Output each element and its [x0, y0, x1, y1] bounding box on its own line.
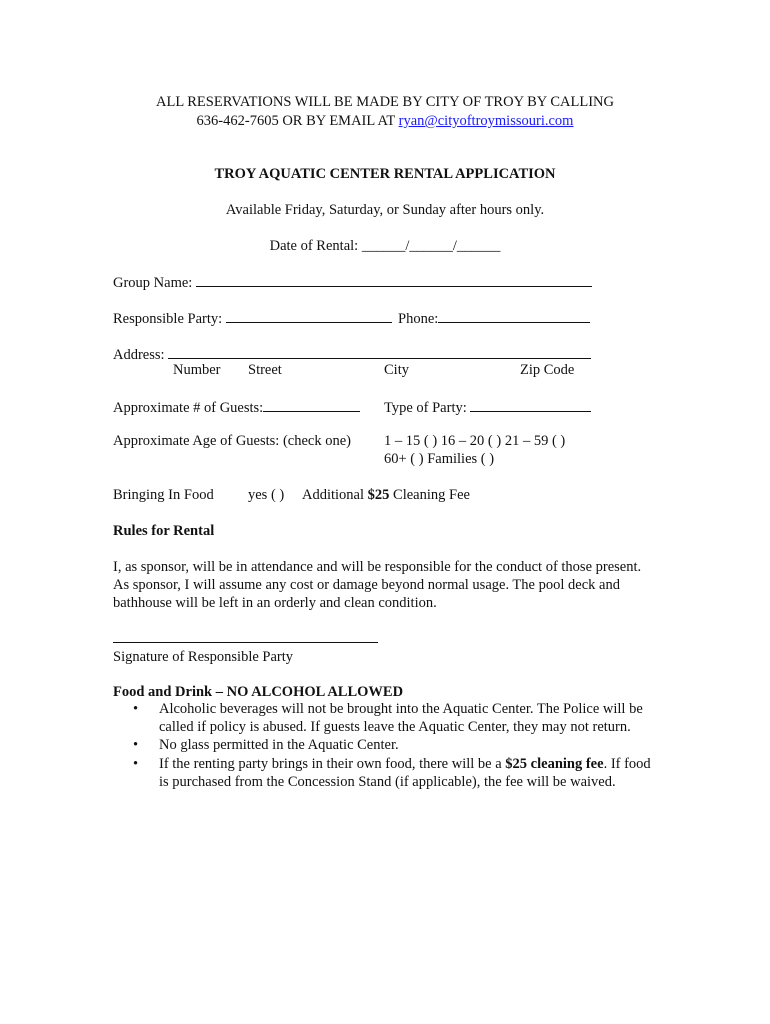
party-type-line[interactable] [470, 397, 591, 412]
rule-text: No glass permitted in the Aquatic Center. [159, 737, 399, 754]
address-label: Address: [113, 347, 169, 363]
rules-heading: Rules for Rental [113, 523, 215, 539]
rule-text-post: . If food is purchased from the Concession Stand (if applicable), the fee will be waived. [159, 755, 651, 790]
reservation-notice-line2 [0, 112, 770, 130]
bullet-icon: • [133, 737, 139, 754]
bullet-icon: • [133, 755, 139, 772]
date-of-rental-label: Date of Rental: [269, 238, 362, 254]
cleaning-fee-note [302, 486, 470, 504]
phone-field[interactable] [398, 308, 590, 328]
email-link[interactable]: ryan@cityoftroymissouri.com [398, 113, 574, 129]
bringing-food-yes-option[interactable]: yes ( ) [248, 487, 285, 503]
group-name-label: Group Name: [113, 275, 196, 291]
bullet-icon: • [133, 701, 139, 717]
address-number-caption: Number [173, 362, 221, 378]
list-item [113, 700, 653, 736]
group-name-line[interactable] [196, 272, 592, 287]
party-type-label: Type of Party: [384, 400, 471, 416]
food-drink-heading: Food and Drink – NO ALCOHOL ALLOWED [113, 684, 404, 700]
signature-label: Signature of Responsible Party [113, 649, 294, 665]
cleaning-fee-suffix: Cleaning Fee [389, 487, 470, 503]
address-street-caption: Street [248, 362, 282, 378]
cleaning-fee-prefix: Additional [302, 487, 368, 503]
food-drink-rules-list [113, 700, 653, 791]
page-title: TROY AQUATIC CENTER RENTAL APPLICATION [214, 166, 556, 182]
bringing-food-label: Bringing In Food [113, 487, 214, 503]
rules-paragraph: I, as sponsor, will be in attendance and will be responsible for the conduct of those present. As sponsor, I will assume any cost or damage beyond normal usage. The pool deck and bathhouse will be left in an orderly and clean condition. [113, 559, 642, 612]
party-type-field[interactable] [384, 397, 591, 417]
rule-text-pre: If the renting party brings in their own food, there will be a [159, 755, 506, 772]
address-city-caption: City [384, 362, 409, 378]
guest-age-options-row2[interactable]: 60+ ( ) Families ( ) [384, 451, 495, 467]
responsible-party-label: Responsible Party: [113, 311, 226, 327]
list-item [113, 736, 653, 754]
phone-line[interactable] [438, 308, 590, 323]
group-name-field[interactable] [113, 272, 592, 292]
responsible-party-line[interactable] [226, 308, 392, 323]
responsible-party-field[interactable] [113, 308, 392, 328]
guest-count-field[interactable] [113, 397, 360, 417]
guest-count-label: Approximate # of Guests: [113, 400, 264, 416]
reservation-phone-text: 636-462-7605 OR BY EMAIL AT [196, 113, 399, 129]
cleaning-fee-amount: $25 [367, 487, 390, 503]
rule-text-bold: $25 cleaning fee [505, 755, 604, 772]
date-of-rental-field[interactable] [0, 237, 770, 255]
phone-label: Phone: [398, 311, 439, 327]
availability-note: Available Friday, Saturday, or Sunday after hours only. [225, 202, 545, 218]
reservation-notice-line1: ALL RESERVATIONS WILL BE MADE BY CITY OF TROY BY CALLING [155, 94, 614, 110]
signature-line[interactable] [113, 642, 378, 643]
address-line[interactable] [168, 344, 591, 359]
guest-age-label: Approximate Age of Guests: (check one) [113, 433, 351, 449]
list-item [113, 755, 653, 791]
guest-age-options-row1[interactable]: 1 – 15 ( ) 16 – 20 ( ) 21 – 59 ( ) [384, 433, 566, 449]
address-zip-caption: Zip Code [520, 362, 575, 378]
date-of-rental-blank[interactable]: ______/______/______ [361, 238, 501, 254]
guest-count-line[interactable] [263, 397, 360, 412]
rule-text: Alcoholic beverages will not be brought into the Aquatic Center. The Police will be called if policy is abused. If guests leave the Aquatic Center, they may not return. [159, 701, 643, 736]
